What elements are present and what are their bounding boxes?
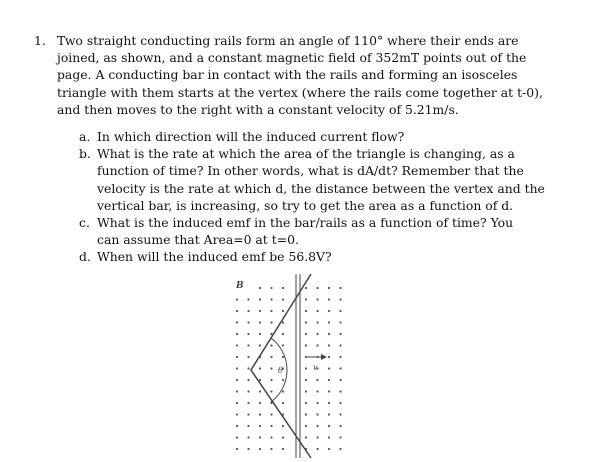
field-dot bbox=[316, 402, 318, 404]
field-dot bbox=[305, 356, 307, 358]
field-dot bbox=[282, 436, 284, 438]
field-dot bbox=[259, 390, 261, 392]
sub-question-line: function of time? In other words, what is dA/dt? Remember that the bbox=[97, 163, 524, 179]
field-dot bbox=[305, 298, 307, 300]
field-dot bbox=[270, 413, 272, 415]
field-dot bbox=[305, 333, 307, 335]
problem-number: 1. bbox=[34, 33, 46, 48]
field-dot bbox=[270, 379, 272, 381]
field-dot bbox=[236, 436, 238, 438]
field-dot bbox=[305, 310, 307, 312]
field-dot bbox=[259, 448, 261, 450]
field-dot bbox=[305, 287, 307, 289]
field-dot bbox=[259, 367, 261, 369]
field-dot bbox=[236, 356, 238, 358]
stem-line: joined, as shown, and a constant magnetic field of 352mT points out of the bbox=[57, 50, 527, 66]
problem-stem bbox=[57, 32, 579, 118]
field-dot bbox=[305, 344, 307, 346]
sub-question-label: a. bbox=[79, 129, 91, 145]
field-dot bbox=[259, 333, 261, 335]
field-dot bbox=[305, 436, 307, 438]
field-dot bbox=[305, 425, 307, 427]
field-dot bbox=[236, 448, 238, 450]
stem-line: triangle with them starts at the vertex (where the rails come together at t-0), bbox=[57, 84, 543, 100]
sub-question-label: b. bbox=[79, 146, 91, 162]
sub-questions bbox=[34, 128, 579, 266]
field-dot bbox=[270, 298, 272, 300]
sub-question-label: c. bbox=[79, 215, 90, 231]
field-dot bbox=[259, 402, 261, 404]
field-dot bbox=[282, 402, 284, 404]
field-dot bbox=[247, 402, 249, 404]
field-dot bbox=[316, 344, 318, 346]
field-dot bbox=[236, 379, 238, 381]
field-dot bbox=[339, 413, 341, 415]
field-dot bbox=[270, 310, 272, 312]
field-dot bbox=[270, 367, 272, 369]
field-dot bbox=[282, 356, 284, 358]
field-dot bbox=[339, 390, 341, 392]
field-dot bbox=[339, 344, 341, 346]
field-dot bbox=[305, 321, 307, 323]
field-dot bbox=[316, 379, 318, 381]
field-dot bbox=[270, 448, 272, 450]
field-dot bbox=[316, 448, 318, 450]
field-dot bbox=[328, 448, 330, 450]
field-dot bbox=[270, 321, 272, 323]
field-dot bbox=[236, 333, 238, 335]
field-dot bbox=[339, 367, 341, 369]
field-dot bbox=[259, 425, 261, 427]
field-dot bbox=[316, 425, 318, 427]
field-dot bbox=[316, 298, 318, 300]
field-dot bbox=[316, 390, 318, 392]
sub-question-c bbox=[79, 214, 579, 248]
field-dot bbox=[339, 379, 341, 381]
sub-question-d bbox=[79, 248, 579, 265]
problem-1 bbox=[34, 32, 579, 266]
field-dot bbox=[270, 425, 272, 427]
field-label: B bbox=[236, 281, 244, 291]
field-dot bbox=[328, 425, 330, 427]
field-dot bbox=[305, 367, 307, 369]
field-dot bbox=[339, 287, 341, 289]
field-dot bbox=[247, 356, 249, 358]
sub-question-line: In which direction will the induced current flow? bbox=[97, 129, 405, 145]
field-dot bbox=[328, 333, 330, 335]
field-dot bbox=[339, 425, 341, 427]
field-dot bbox=[236, 402, 238, 404]
field-dot bbox=[247, 425, 249, 427]
sub-question-line: What is the rate at which the area of the triangle is changing, as a bbox=[97, 146, 515, 162]
sub-question-line: When will the induced emf be 56.8V? bbox=[97, 249, 332, 265]
field-dot bbox=[247, 448, 249, 450]
field-dot bbox=[282, 448, 284, 450]
field-dot bbox=[247, 310, 249, 312]
field-dot bbox=[236, 413, 238, 415]
stem-line: and then moves to the right with a constant velocity of 5.21m/s. bbox=[57, 101, 459, 117]
field-dot bbox=[316, 321, 318, 323]
field-dot bbox=[339, 310, 341, 312]
sub-question-line: What is the induced emf in the bar/rails as a function of time? You bbox=[97, 215, 514, 231]
field-dot bbox=[316, 413, 318, 415]
sub-question-line: vertical bar, is increasing, so try to get the area as a function of d. bbox=[97, 197, 514, 213]
field-dot bbox=[305, 390, 307, 392]
sub-question-b bbox=[79, 145, 579, 214]
field-dot bbox=[339, 402, 341, 404]
velocity-label: v bbox=[313, 363, 318, 372]
sub-question-line: velocity is the rate at which d, the distance between the vertex and the bbox=[97, 180, 545, 196]
field-dot bbox=[236, 321, 238, 323]
field-dot bbox=[282, 321, 284, 323]
field-dot bbox=[247, 321, 249, 323]
field-dot bbox=[339, 298, 341, 300]
field-dot bbox=[247, 413, 249, 415]
field-dot bbox=[270, 356, 272, 358]
field-dot bbox=[282, 379, 284, 381]
field-dot bbox=[247, 379, 249, 381]
field-dot bbox=[328, 356, 330, 358]
stem-line: page. A conducting bar in contact with the rails and forming an isosceles bbox=[57, 67, 518, 83]
field-dot bbox=[339, 333, 341, 335]
field-dot bbox=[316, 287, 318, 289]
field-dot bbox=[305, 402, 307, 404]
field-dot bbox=[316, 436, 318, 438]
field-dot bbox=[270, 287, 272, 289]
field-dot bbox=[305, 379, 307, 381]
field-dot bbox=[247, 436, 249, 438]
field-dot bbox=[328, 367, 330, 369]
field-dot bbox=[259, 310, 261, 312]
field-dot bbox=[259, 344, 261, 346]
sub-question-a bbox=[79, 128, 579, 145]
field-dot bbox=[282, 344, 284, 346]
field-dot bbox=[247, 298, 249, 300]
field-dot bbox=[259, 287, 261, 289]
field-dot bbox=[259, 436, 261, 438]
field-dot bbox=[259, 298, 261, 300]
field-dot bbox=[236, 310, 238, 312]
field-dot bbox=[236, 390, 238, 392]
field-dot bbox=[305, 413, 307, 415]
angle-label: θ bbox=[278, 366, 283, 375]
field-dot bbox=[328, 298, 330, 300]
rail-diagram bbox=[225, 268, 355, 458]
sub-question-line: can assume that Area=0 at t=0. bbox=[97, 232, 299, 248]
field-dot bbox=[282, 298, 284, 300]
field-dot bbox=[236, 298, 238, 300]
field-dot bbox=[328, 379, 330, 381]
field-dot bbox=[316, 310, 318, 312]
field-dot bbox=[259, 413, 261, 415]
field-dot bbox=[339, 448, 341, 450]
field-dot bbox=[270, 344, 272, 346]
sub-question-label: d. bbox=[79, 249, 91, 265]
field-dot bbox=[339, 356, 341, 358]
field-dot bbox=[247, 333, 249, 335]
field-dot bbox=[282, 425, 284, 427]
field-dot bbox=[328, 413, 330, 415]
stem-line: Two straight conducting rails form an angle of 110° where their ends are bbox=[57, 33, 519, 48]
field-dot bbox=[328, 402, 330, 404]
field-dot bbox=[236, 344, 238, 346]
field-dot bbox=[259, 321, 261, 323]
field-dot bbox=[328, 344, 330, 346]
field-dot bbox=[316, 333, 318, 335]
field-dot bbox=[328, 390, 330, 392]
field-dot bbox=[339, 321, 341, 323]
field-dot bbox=[282, 333, 284, 335]
field-dot bbox=[247, 390, 249, 392]
field-dot bbox=[339, 436, 341, 438]
field-dot bbox=[236, 425, 238, 427]
field-dot bbox=[282, 287, 284, 289]
velocity-arrow-icon bbox=[321, 354, 327, 360]
field-dot bbox=[282, 310, 284, 312]
field-dot bbox=[236, 367, 238, 369]
field-dot bbox=[328, 321, 330, 323]
field-dot bbox=[328, 310, 330, 312]
field-dot bbox=[328, 436, 330, 438]
field-dot bbox=[270, 390, 272, 392]
field-dot bbox=[270, 436, 272, 438]
field-dot bbox=[247, 344, 249, 346]
field-dot bbox=[247, 367, 249, 369]
field-dot bbox=[282, 390, 284, 392]
field-dot bbox=[328, 287, 330, 289]
